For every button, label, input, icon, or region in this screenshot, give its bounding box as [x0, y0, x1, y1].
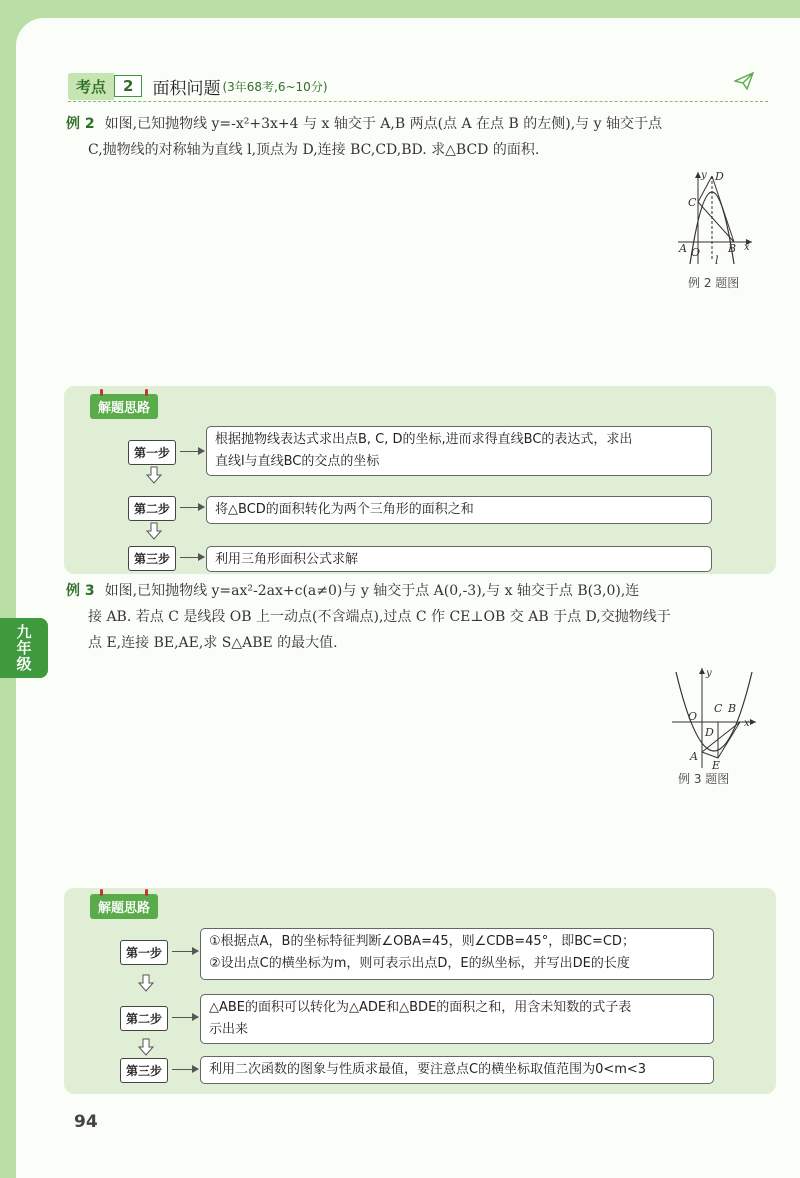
down-arrow-icon [146, 522, 162, 540]
example-3-line2: 接 AB. 若点 C 是线段 OB 上一动点(不含端点),过点 C 作 CE⊥OB 交 AB 于点 D,交抛物线于 [88, 609, 671, 625]
example-3-figure [668, 664, 760, 770]
grade-side-tab: 九年级 [0, 618, 48, 678]
solution-idea-title-1: 解题思路 [90, 394, 158, 419]
step-3-label: 第三步 [120, 1058, 168, 1083]
step-1-desc-line2: 直线l与直线BC的交点的坐标 [215, 454, 380, 469]
down-arrow-icon [138, 974, 154, 992]
example-2-line2: C,抛物线的对称轴为直线 l,顶点为 D,连接 BC,CD,BD. 求△BCD 的面积. [88, 142, 540, 158]
fig2-label-l: l [715, 254, 719, 267]
step-3-description [200, 1056, 714, 1084]
step-2-description [206, 496, 712, 524]
example-3 [66, 578, 766, 656]
step-1-desc-line1: ①根据点A，B的坐标特征判断∠OBA=45，则∠CDB=45°，即BC=CD； [209, 934, 635, 949]
step-2-arrow [180, 507, 204, 508]
step-2-arrow [172, 1017, 198, 1018]
example-2 [66, 111, 766, 163]
step-3-desc-line1: 利用二次函数的图象与性质求最值，要注意点C的横坐标取值范围为0<m<3 [209, 1062, 647, 1077]
fig2-label-x: x [744, 242, 750, 253]
step-1-arrow [172, 951, 198, 952]
fig2-label-B: B [728, 242, 737, 255]
fig3-label-D: D [705, 726, 714, 739]
step-2-desc-line1: △ABE的面积可以转化为△ADE和△BDE的面积之和，用含未知数的式子表 [209, 1000, 632, 1015]
step-1-description [200, 928, 714, 980]
fig3-label-B: B [728, 702, 737, 715]
step-1-arrow [180, 451, 204, 452]
step-2-description [200, 994, 714, 1044]
step-3-description [206, 546, 712, 572]
step-3-arrow [180, 557, 204, 558]
fig2-label-y: y [701, 170, 707, 181]
kaodian-number: 2 [114, 75, 142, 97]
fig3-label-C: C [714, 702, 723, 715]
fig3-label-E: E [712, 759, 721, 770]
down-arrow-icon [138, 1038, 154, 1056]
paper-plane-icon [734, 72, 754, 90]
example-2-figure-caption: 例 2 题图 [688, 276, 740, 290]
solution-idea-box-2 [64, 888, 776, 1094]
fig3-label-x: x [744, 718, 750, 729]
step-1-desc-line2: ②设出点C的横坐标为m，则可表示出点D，E的纵坐标，并写出DE的长度 [209, 956, 630, 971]
step-3-desc-line1: 利用三角形面积公式求解 [215, 552, 359, 567]
fig3-label-y: y [706, 668, 712, 679]
example-2-figure [676, 168, 756, 268]
section-subtitle: (3年68考,6~10分) [222, 79, 328, 94]
fig3-label-A: A [690, 750, 698, 763]
step-3-label: 第三步 [128, 546, 176, 571]
section-header [68, 72, 768, 100]
step-1-description [206, 426, 712, 476]
fig2-label-A: A [679, 242, 687, 255]
step-1-desc-line1: 根据抛物线表达式求出点B, C, D的坐标,进而求得直线BC的表达式，求出 [215, 432, 633, 447]
solution-idea-title-2: 解题思路 [90, 894, 158, 919]
step-1-label: 第一步 [120, 940, 168, 965]
step-3-arrow [172, 1069, 198, 1070]
example-3-label: 例 3 [66, 583, 95, 599]
example-3-line1: 如图,已知抛物线 y=ax²-2ax+c(a≠0)与 y 轴交于点 A(0,-3),与 x 轴交于点 B(3,0),连 [104, 583, 640, 599]
step-2-label: 第二步 [128, 496, 176, 521]
down-arrow-icon [146, 466, 162, 484]
fig2-label-C: C [688, 196, 697, 209]
example-2-line1: 如图,已知抛物线 y=-x²+3x+4 与 x 轴交于 A,B 两点(点 A 在点 B 的左侧),与 y 轴交于点 [104, 116, 662, 132]
section-title: 面积问题 [152, 78, 221, 99]
page-number: 94 [74, 1112, 98, 1132]
fig2-label-O: O [691, 246, 701, 259]
kaodian-label: 考点 [68, 73, 114, 100]
header-divider [68, 101, 768, 102]
example-3-line3: 点 E,连接 BE,AE,求 S△ABE 的最大值. [88, 635, 338, 651]
step-1-label: 第一步 [128, 440, 176, 465]
fig3-label-O: O [688, 710, 698, 723]
example-3-figure-caption: 例 3 题图 [678, 772, 730, 786]
fig2-label-D: D [715, 170, 724, 183]
step-2-label: 第二步 [120, 1006, 168, 1031]
step-2-desc-line1: 将△BCD的面积转化为两个三角形的面积之和 [215, 502, 474, 517]
example-2-label: 例 2 [66, 116, 95, 132]
step-2-desc-line2: 示出来 [209, 1022, 249, 1037]
solution-idea-box-1 [64, 386, 776, 574]
